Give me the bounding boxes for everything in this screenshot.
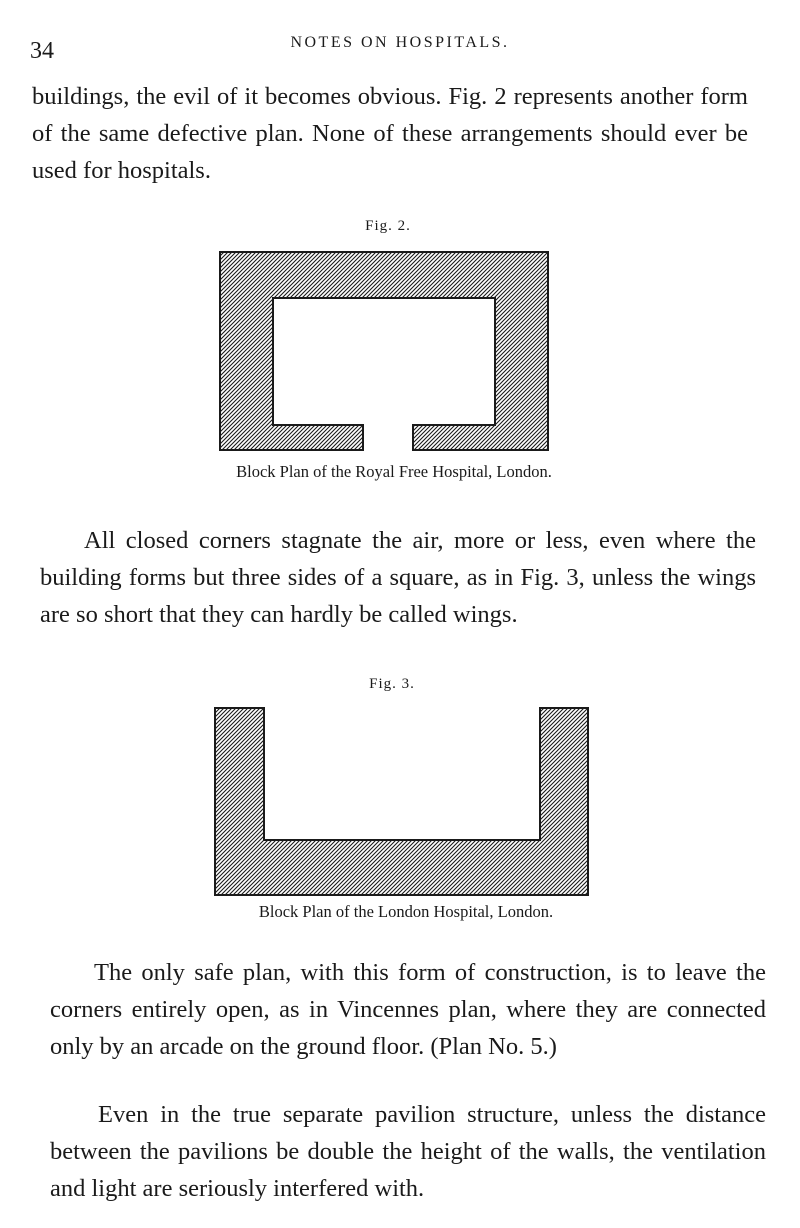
figure-2-building-outline xyxy=(220,252,548,450)
running-head: NOTES ON HOSPITALS. xyxy=(290,34,510,51)
figure-3-building-outline xyxy=(215,708,588,895)
figure-3-label: Fig. 3. xyxy=(369,676,415,692)
figure-2-caption: Block Plan of the Royal Free Hospital, London. xyxy=(236,462,552,481)
paragraph-1: buildings, the evil of it becomes obvious. Fig. 2 represents another form of the same defective plan. None of these arrangements should ever be used for hospitals. xyxy=(32,83,748,184)
figure-3-caption: Block Plan of the London Hospital, London. xyxy=(258,902,554,921)
figure-2-label: Fig. 2. xyxy=(365,218,411,234)
page-number: 34 xyxy=(30,38,54,64)
paragraph-4: Even in the true separate pavilion structure, unless the distance between the pavilions be double the height of the walls, the ventilation and light are seriously interfered with. xyxy=(50,1101,766,1202)
paragraph-3: The only safe plan, with this form of construction, is to leave the corners entirely open, as in Vincennes plan, where they are connected only by an arcade on the ground floor. (Plan No. 5.) xyxy=(50,959,766,1060)
paragraph-2: All closed corners stagnate the air, more or less, even where the building forms but three sides of a square, as in Fig. 3, unless the wings are so short that they can hardly be called wings. xyxy=(40,527,756,628)
